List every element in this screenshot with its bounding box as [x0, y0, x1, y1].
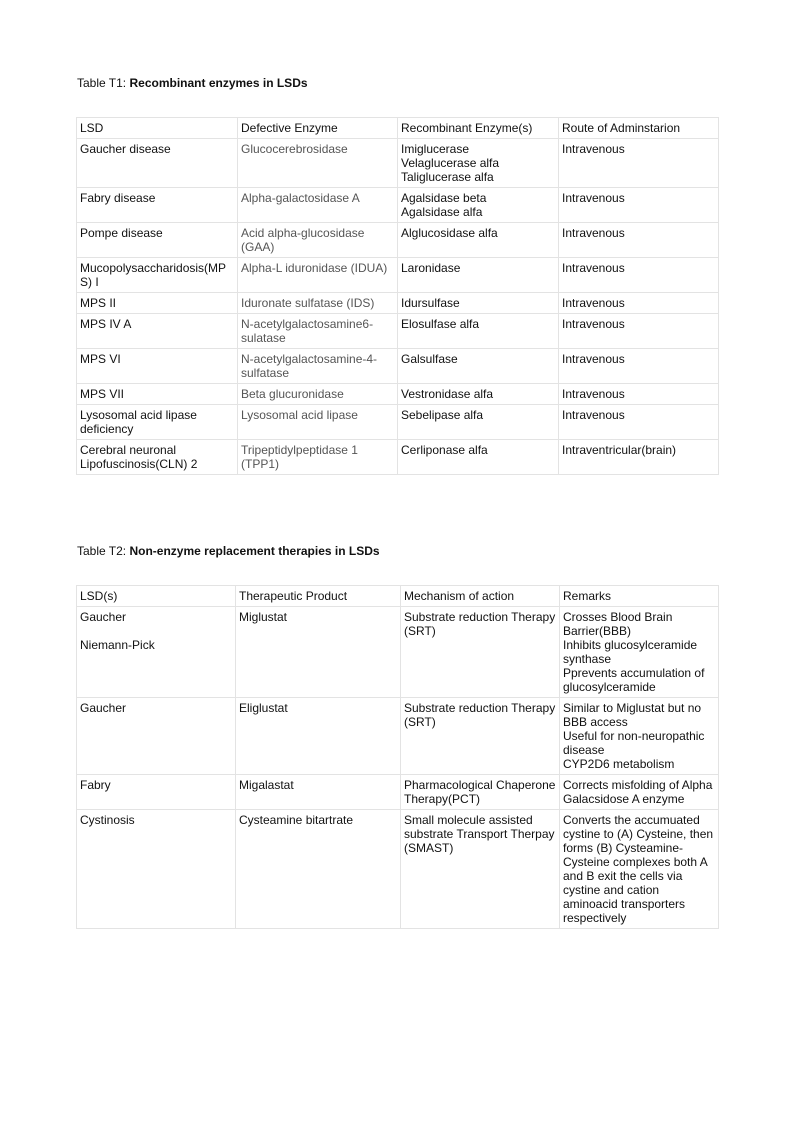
table-cell: Crosses Blood Brain Barrier(BBB) Inhibits glucosylceramide synthase Pprevents accumulation of glucosylceramide [560, 607, 719, 698]
table-cell: Beta glucuronidase [238, 384, 398, 405]
table-cell: Cerebral neuronal Lipofuscinosis(CLN) 2 [77, 440, 238, 475]
table-header-cell: Recombinant Enzyme(s) [398, 118, 559, 139]
table-cell: Galsulfase [398, 349, 559, 384]
table-cell: Gaucher Niemann-Pick [77, 607, 236, 698]
table-cell: Mucopolysaccharidosis(MPS) I [77, 258, 238, 293]
table-row [77, 293, 719, 314]
table-cell: MPS VII [77, 384, 238, 405]
table-cell: Intravenous [559, 349, 719, 384]
table-header-row [77, 118, 719, 139]
table2-caption [77, 544, 380, 558]
table-cell: MPS II [77, 293, 238, 314]
table-cell: Pompe disease [77, 223, 238, 258]
table-row [77, 698, 719, 775]
table2-caption-prefix: Table T2: [77, 544, 130, 558]
table-row [77, 810, 719, 929]
table-cell: Fabry disease [77, 188, 238, 223]
table-cell: Cerliponase alfa [398, 440, 559, 475]
table1-caption [77, 76, 308, 90]
table-cell: Intravenous [559, 384, 719, 405]
table-cell: Miglustat [236, 607, 401, 698]
table-cell: Tripeptidylpeptidase 1 (TPP1) [238, 440, 398, 475]
table-cell: Idursulfase [398, 293, 559, 314]
table-cell: Pharmacological Chaperone Therapy(PCT) [401, 775, 560, 810]
table-cell: Laronidase [398, 258, 559, 293]
table-row [77, 775, 719, 810]
table-row [77, 188, 719, 223]
table-cell: Fabry [77, 775, 236, 810]
table-cell: Intravenous [559, 223, 719, 258]
table-cell: Substrate reduction Therapy (SRT) [401, 607, 560, 698]
table-cell: Corrects misfolding of Alpha Galacsidose A enzyme [560, 775, 719, 810]
table-cell: Eliglustat [236, 698, 401, 775]
table-row [77, 607, 719, 698]
table-cell: Intravenous [559, 188, 719, 223]
table-cell: Intraventricular(brain) [559, 440, 719, 475]
table-row [77, 440, 719, 475]
table1-caption-title: Recombinant enzymes in LSDs [129, 76, 308, 90]
table-cell: Alpha-galactosidase A [238, 188, 398, 223]
table-cell: Small molecule assisted substrate Transport Therpay (SMAST) [401, 810, 560, 929]
table-cell: Glucocerebrosidase [238, 139, 398, 188]
table-cell: Vestronidase alfa [398, 384, 559, 405]
table-cell: N-acetylgalactosamine-4-sulfatase [238, 349, 398, 384]
table-header-cell: Therapeutic Product [236, 586, 401, 607]
table2-caption-title: Non-enzyme replacement therapies in LSDs [129, 544, 380, 558]
table-cell: Substrate reduction Therapy (SRT) [401, 698, 560, 775]
table-row [77, 349, 719, 384]
table-header-cell: LSD(s) [77, 586, 236, 607]
table-header-cell: Route of Adminstarion [559, 118, 719, 139]
non-ert-therapies-table [76, 585, 719, 929]
table-header-cell: Mechanism of action [401, 586, 560, 607]
table-row [77, 258, 719, 293]
table-cell: Lysosomal acid lipase [238, 405, 398, 440]
table-header-cell: Defective Enzyme [238, 118, 398, 139]
table-cell: Alglucosidase alfa [398, 223, 559, 258]
table-row [77, 384, 719, 405]
table-cell: Elosulfase alfa [398, 314, 559, 349]
table-header-cell: LSD [77, 118, 238, 139]
table-row [77, 139, 719, 188]
table-cell: Alpha-L iduronidase (IDUA) [238, 258, 398, 293]
table-cell: Agalsidase beta Agalsidase alfa [398, 188, 559, 223]
table-cell: Intravenous [559, 258, 719, 293]
table-cell: Cysteamine bitartrate [236, 810, 401, 929]
table-cell: Acid alpha-glucosidase (GAA) [238, 223, 398, 258]
table-cell: Gaucher [77, 698, 236, 775]
table-cell: Imiglucerase Velaglucerase alfa Taliglucerase alfa [398, 139, 559, 188]
table-cell: Intravenous [559, 405, 719, 440]
table-cell: N-acetylgalactosamine6-sulatase [238, 314, 398, 349]
table-header-cell: Remarks [560, 586, 719, 607]
table-cell: Similar to Miglustat but no BBB access Useful for non-neuropathic disease CYP2D6 metabolism [560, 698, 719, 775]
table-cell: Migalastat [236, 775, 401, 810]
table-row [77, 314, 719, 349]
table-row [77, 405, 719, 440]
table-cell: Gaucher disease [77, 139, 238, 188]
table-cell: Intravenous [559, 139, 719, 188]
table-row [77, 223, 719, 258]
table-header-row [77, 586, 719, 607]
table-cell: Intravenous [559, 293, 719, 314]
table-cell: Lysosomal acid lipase deficiency [77, 405, 238, 440]
table-cell: Cystinosis [77, 810, 236, 929]
table-cell: MPS VI [77, 349, 238, 384]
table-cell: Iduronate sulfatase (IDS) [238, 293, 398, 314]
table-cell: MPS IV A [77, 314, 238, 349]
table-cell: Sebelipase alfa [398, 405, 559, 440]
table-cell: Intravenous [559, 314, 719, 349]
table-cell: Converts the accumuated cystine to (A) Cysteine, then forms (B) Cysteamine-Cysteine complexes both A and B exit the cells via cystine and cation aminoacid transporters respectively [560, 810, 719, 929]
recombinant-enzymes-table [76, 117, 719, 475]
table1-caption-prefix: Table T1: [77, 76, 130, 90]
